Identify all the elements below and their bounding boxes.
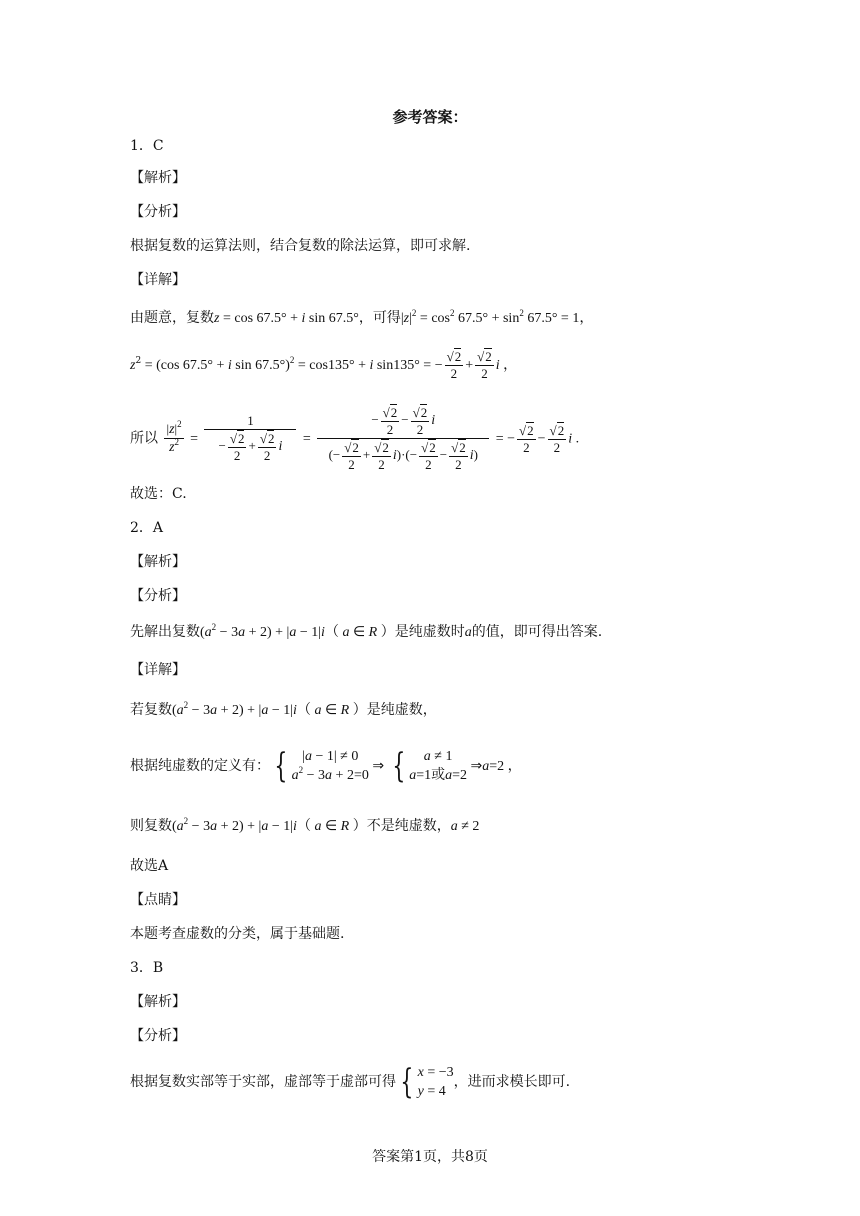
q3-answer: 3．B — [130, 960, 164, 976]
q2-fenxi-label: 【分析】 — [130, 588, 186, 604]
q2-jiexi-label: 【解析】 — [130, 554, 186, 570]
q1-xiangjie-label: 【详解】 — [130, 272, 186, 288]
q1-fenxi-text: 根据复数的运算法则，结合复数的除法运算，即可求解. — [130, 238, 471, 254]
q1-detail-line2: $z^2 = (\cos$ 67.5° + i sin 67.5°)$^2$ = cos135° + i sin135° = − $\frac{√2}{2}$ + $\frac{√2}{2}$ i ， — [130, 349, 518, 381]
q2-detail-line3: 则复数$(a^2 - 3a + 2) + |a - 1|i$（ a ∈ R ）不是纯虚数，a ≠ 2 — [130, 816, 480, 834]
q3-fenxi-label: 【分析】 — [130, 1028, 186, 1044]
q1-jiexi-label: 【解析】 — [130, 170, 186, 186]
q1-line1-mid: ，可得 — [358, 310, 401, 326]
q2-detail-line2: 根据纯虚数的定义有： { |a − 1| ≠ 0 $a^2 - 3a + 2=0$ ⇒ { a ≠ 1 a=1或a=2 ⇒a=2 ， — [130, 746, 522, 786]
formula-z: z — [214, 311, 220, 326]
q3-fenxi-pre: 根据复数实部等于实部，虚部等于虚部可得 — [130, 1074, 396, 1090]
q2-answer: 2．A — [130, 520, 164, 536]
q2-dianjing-label: 【点睛】 — [130, 892, 186, 908]
q3-jiexi-label: 【解析】 — [130, 994, 186, 1010]
q2-line3-pre: 则复数 — [130, 818, 172, 834]
q1-line1-prefix: 由题意，复数 — [130, 310, 214, 326]
q2-fenxi-post: 是纯虚数时 — [394, 624, 465, 640]
q2-fenxi-text: 先解出复数$(a^2 - 3a + 2) + |a - 1|i$（ a ∈ R ）是纯虚数时a的值，即可得出答案. — [130, 622, 603, 640]
q1-answer: 1．C — [130, 138, 164, 154]
q2-fenxi-pre: 先解出复数 — [130, 624, 200, 640]
q1-conclusion: 故选：C. — [130, 486, 187, 502]
q1-fenxi-label: 【分析】 — [130, 204, 186, 220]
q2-line1-pre: 若复数 — [130, 702, 172, 718]
q1-detail-line1: 由题意，复数z = cos 67.5° + i sin 67.5°，可得$|z|^2 = \cos^2 67.5^\circ + \sin^2 67.5^\circ = 1$， — [130, 308, 594, 326]
q2-detail-line1: 若复数$(a^2 - 3a + 2) + |a - 1|i$（ a ∈ R ）是纯虚数， — [130, 700, 437, 718]
q3-fenxi-post: ，进而求模长即可. — [453, 1074, 571, 1090]
page-footer: 答案第1页，共8页 — [372, 1149, 488, 1165]
q2-line2-pre: 根据纯虚数的定义有： — [130, 758, 270, 774]
page-title: 参考答案： — [392, 108, 468, 126]
q2-line3-post: 不是纯虚数， — [366, 818, 451, 834]
q1-line1-end: ， — [579, 310, 594, 326]
q2-line1-post: 是纯虚数， — [366, 702, 437, 718]
q2-fenxi-end: 的值，即可得出答案. — [471, 624, 603, 640]
formula-modulus: $|z|^2 = \cos^2 67.5^\circ + \sin^2 67.5^\circ = 1$ — [400, 308, 580, 326]
q1-detail-line3: 所以 $\frac{|z|^2}{z^2}$ = 1 − $\frac{√2}{2}$ + $\frac{√2}{2}$ i = − $\frac{√2}{2}$ − $\frac{√2}{2}$ i (− $\frac{√2}{2}$ + $\frac{√2}{2}$ i)·(− $\frac{√2}{2}$ − $\frac{√2}{2}$ i) = − $\frac{√2}{2}$ − $\frac{√2}{2}$ i . — [130, 405, 580, 472]
q3-fenxi-text: 根据复数实部等于实部，虚部等于虚部可得 { x = −3 y = 4 ，进而求模长即可. — [130, 1062, 571, 1102]
q2-dianjing-text: 本题考查虚数的分类，属于基础题. — [130, 926, 345, 942]
q2-xiangjie-label: 【详解】 — [130, 662, 186, 678]
q1-line3-prefix: 所以 — [130, 430, 158, 447]
q2-conclusion: 故选A — [130, 858, 169, 874]
